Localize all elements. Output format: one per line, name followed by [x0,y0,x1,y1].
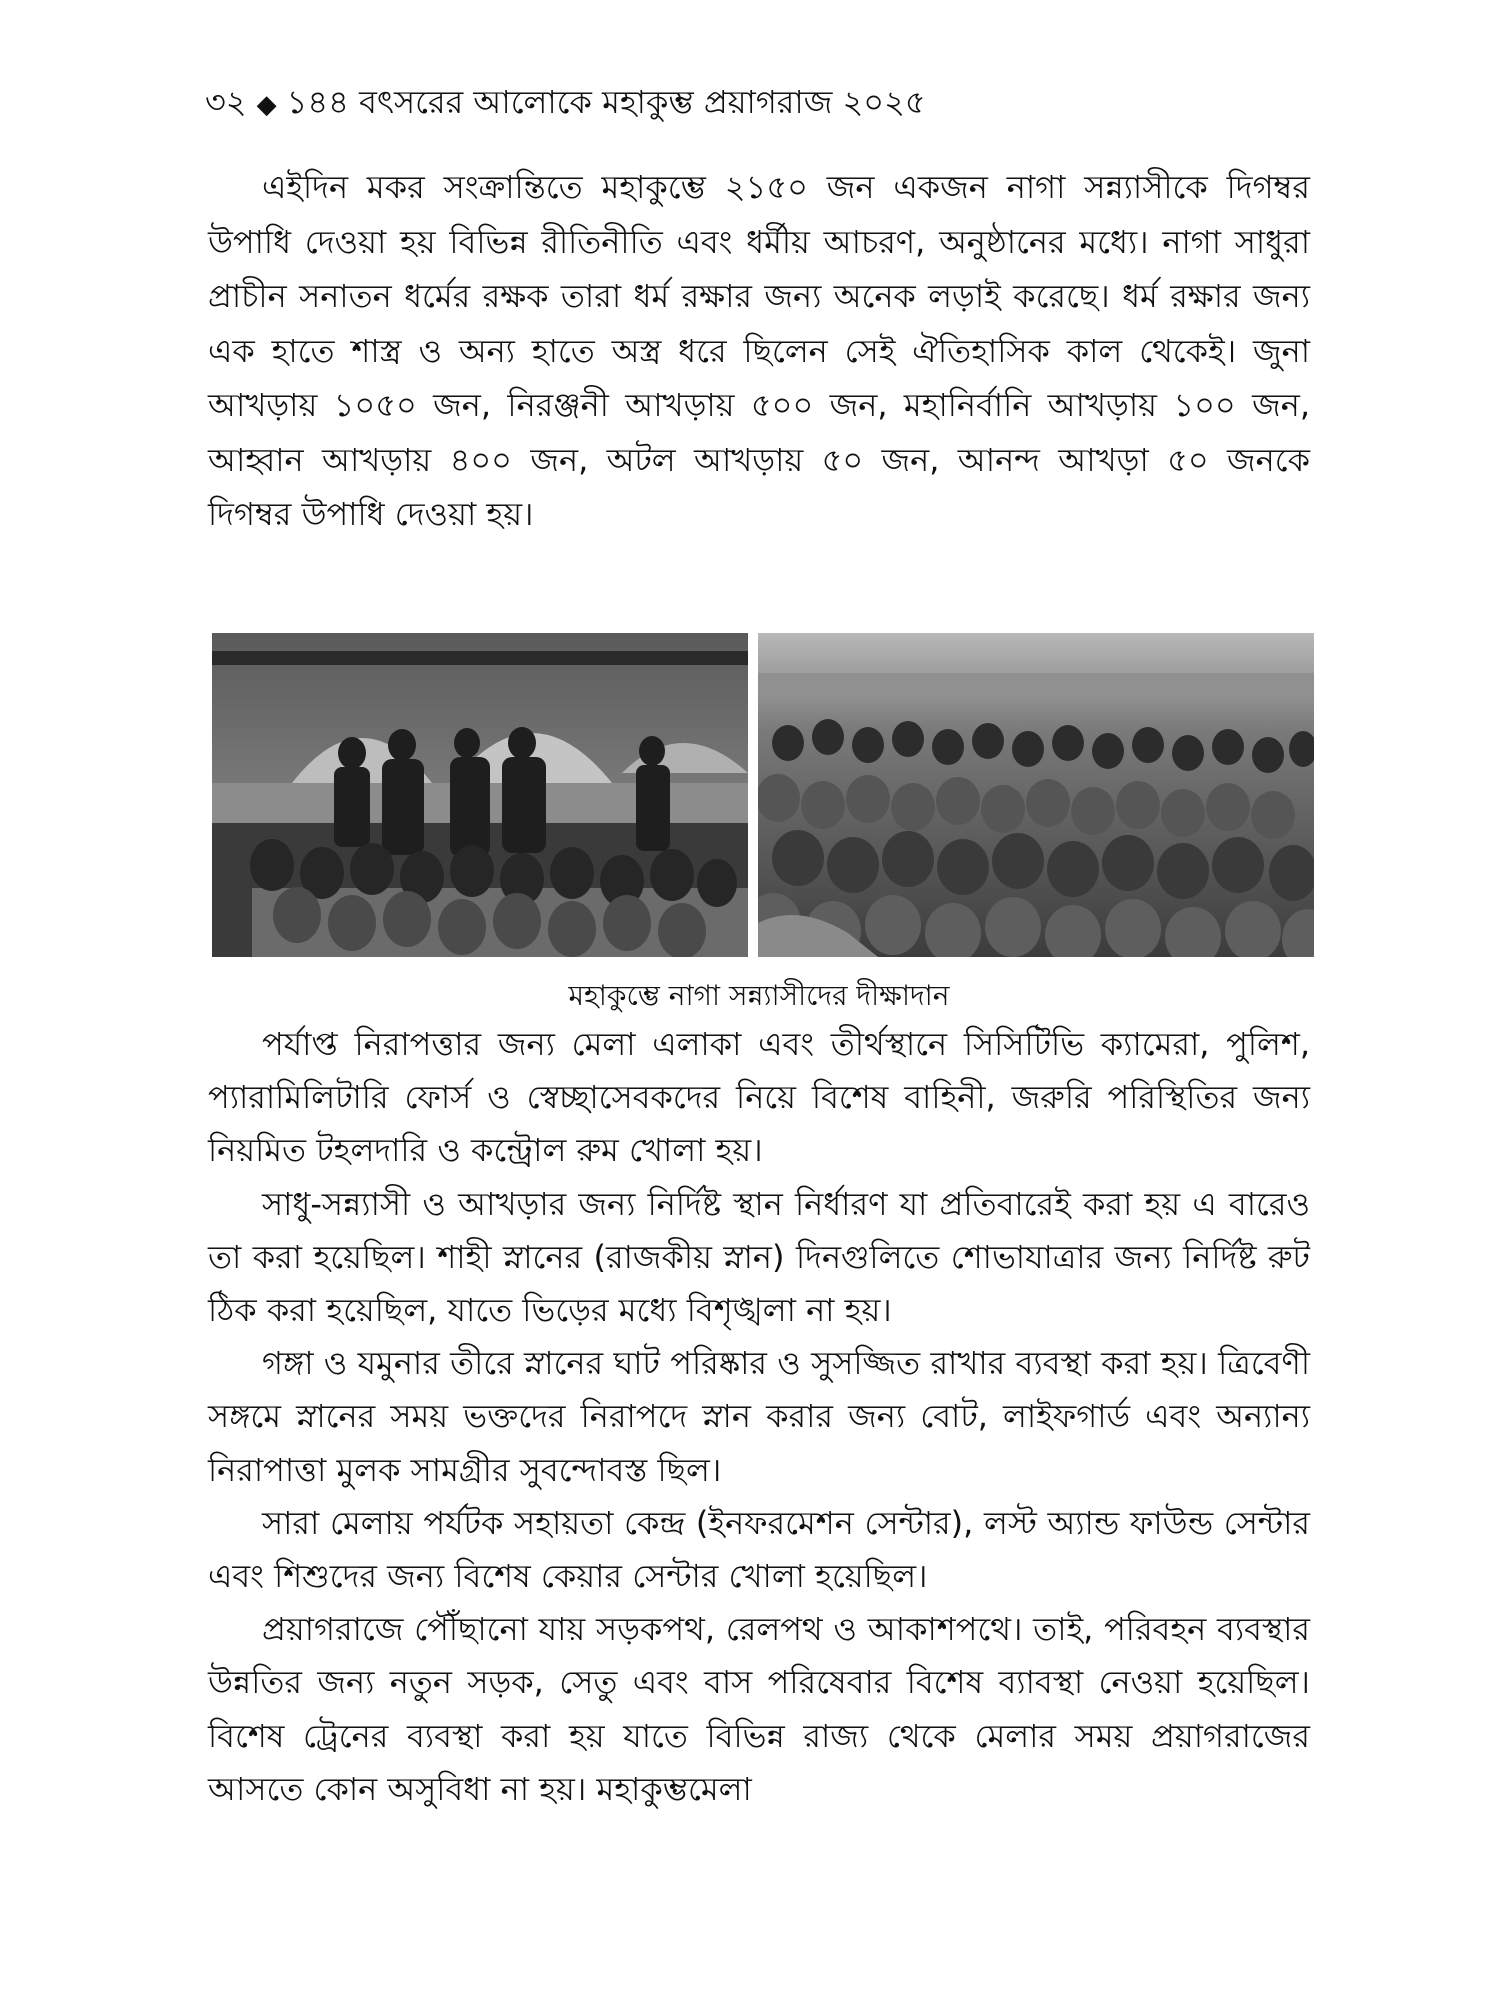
paragraph-naga-digambar: এইদিন মকর সংক্রান্তিতে মহাকুম্ভে ২১৫০ জন একজন নাগা সন্ন্যাসীকে দিগম্বর উপাধি দেওয়া হয় বিভিন্ন রীতিনীতি এবং ধর্মীয় আচরণ, অনুষ্ঠানের মধ্যে। নাগা সাধুরা প্রাচীন সনাতন ধর্মের রক্ষক তারা ধর্ম রক্ষার জন্য অনেক লড়াই করেছে। ধর্ম রক্ষার জন্য এক হাতে শাস্ত্র ও অন্য হাতে অস্ত্র ধরে ছিলেন সেই ঐতিহাসিক কাল থেকেই। জুনা আখড়ায় ১০৫০ জন, নিরঞ্জনী আখড়ায় ৫০০ জন, মহানির্বানি আখড়ায় ১০০ জন, আহ্বান আখড়ায় ৪০০ জন, অটল আখড়ায় ৫০ জন, আনন্দ আখড়া ৫০ জনকে দিগম্বর উপাধি দেওয়া হয়। [208,168,1310,533]
figure [212,633,1314,957]
text-block-bottom [208,1018,1310,1816]
photo-left-graphic [212,633,748,957]
paragraph-transport: প্রয়াগরাজে পৌঁছানো যায় সড়কপথ, রেলপথ ও আকাশপথে। তাই, পরিবহন ব্যবস্থার উন্নতির জন্য নতুন সড়ক, সেতু এবং বাস পরিষেবার বিশেষ ব্যাবস্থা নেওয়া হয়েছিল। বিশেষ ট্রেনের ব্যবস্থা করা হয় যাতে বিভিন্ন রাজ্য থেকে মেলার সময় প্রয়াগরাজের আসতে কোন অসুবিধা না হয়। মহাকুম্ভমেলা [208,1610,1310,1808]
paragraph-ghats: গঙ্গা ও যমুনার তীরে স্নানের ঘাট পরিষ্কার ও সুসজ্জিত রাখার ব্যবস্থা করা হয়। ত্রিবেণী সঙ্গমে স্নানের সময় ভক্তদের নিরাপদে স্নান করার জন্য বোট, লাইফগার্ড এবং অন্যান্য নিরাপাত্তা মুলক সামগ্রীর সুবন্দোবস্ত ছিল। [208,1344,1310,1489]
photo-naga-initiation-riverbank [212,633,748,957]
paragraph-security: পর্যাপ্ত নিরাপত্তার জন্য মেলা এলাকা এবং তীর্থস্থানে সিসিটিভি ক্যামেরা, পুলিশ, প্যারামিলিটারি ফোর্স ও স্বেচ্ছাসেবকদের নিয়ে বিশেষ বাহিনী, জরুরি পরিস্থিতির জন্য নিয়মিত টহলদারি ও কন্ট্রোল রুম খোলা হয়। [208,1025,1310,1170]
paragraph-info-centers: সারা মেলায় পর্যটক সহায়তা কেন্দ্র (ইনফরমেশন সেন্টার), লস্ট অ্যান্ড ফাউন্ড সেন্টার এবং শিশুদের জন্য বিশেষ কেয়ার সেন্টার খোলা হয়েছিল। [208,1503,1310,1596]
diamond-separator-icon: ◆ [256,90,277,120]
paragraph-akhara-places: সাধু-সন্ন্যাসী ও আখড়ার জন্য নির্দিষ্ট স্থান নির্ধারণ যা প্রতিবারেই করা হয় এ বারেও তা করা হয়েছিল। শাহী স্নানের (রাজকীয় স্নান) দিনগুলিতে শোভাযাত্রার জন্য নির্দিষ্ট রুট ঠিক করা হয়েছিল, যাতে ভিড়ের মধ্যে বিশৃঙ্খলা না হয়। [208,1184,1310,1330]
photo-right-graphic [758,633,1314,957]
book-title: ১৪৪ বৎসরের আলোকে মহাকুম্ভ প্রয়াগরাজ ২০২৫ [286,83,926,121]
text-block-top [208,160,1310,542]
page-number: ৩২ [205,83,247,121]
figure-caption: মহাকুম্ভে নাগা সন্ন্যাসীদের দীক্ষাদান [568,979,950,1012]
running-header [205,80,1305,127]
photo-naga-initiation-crowd [758,633,1314,957]
